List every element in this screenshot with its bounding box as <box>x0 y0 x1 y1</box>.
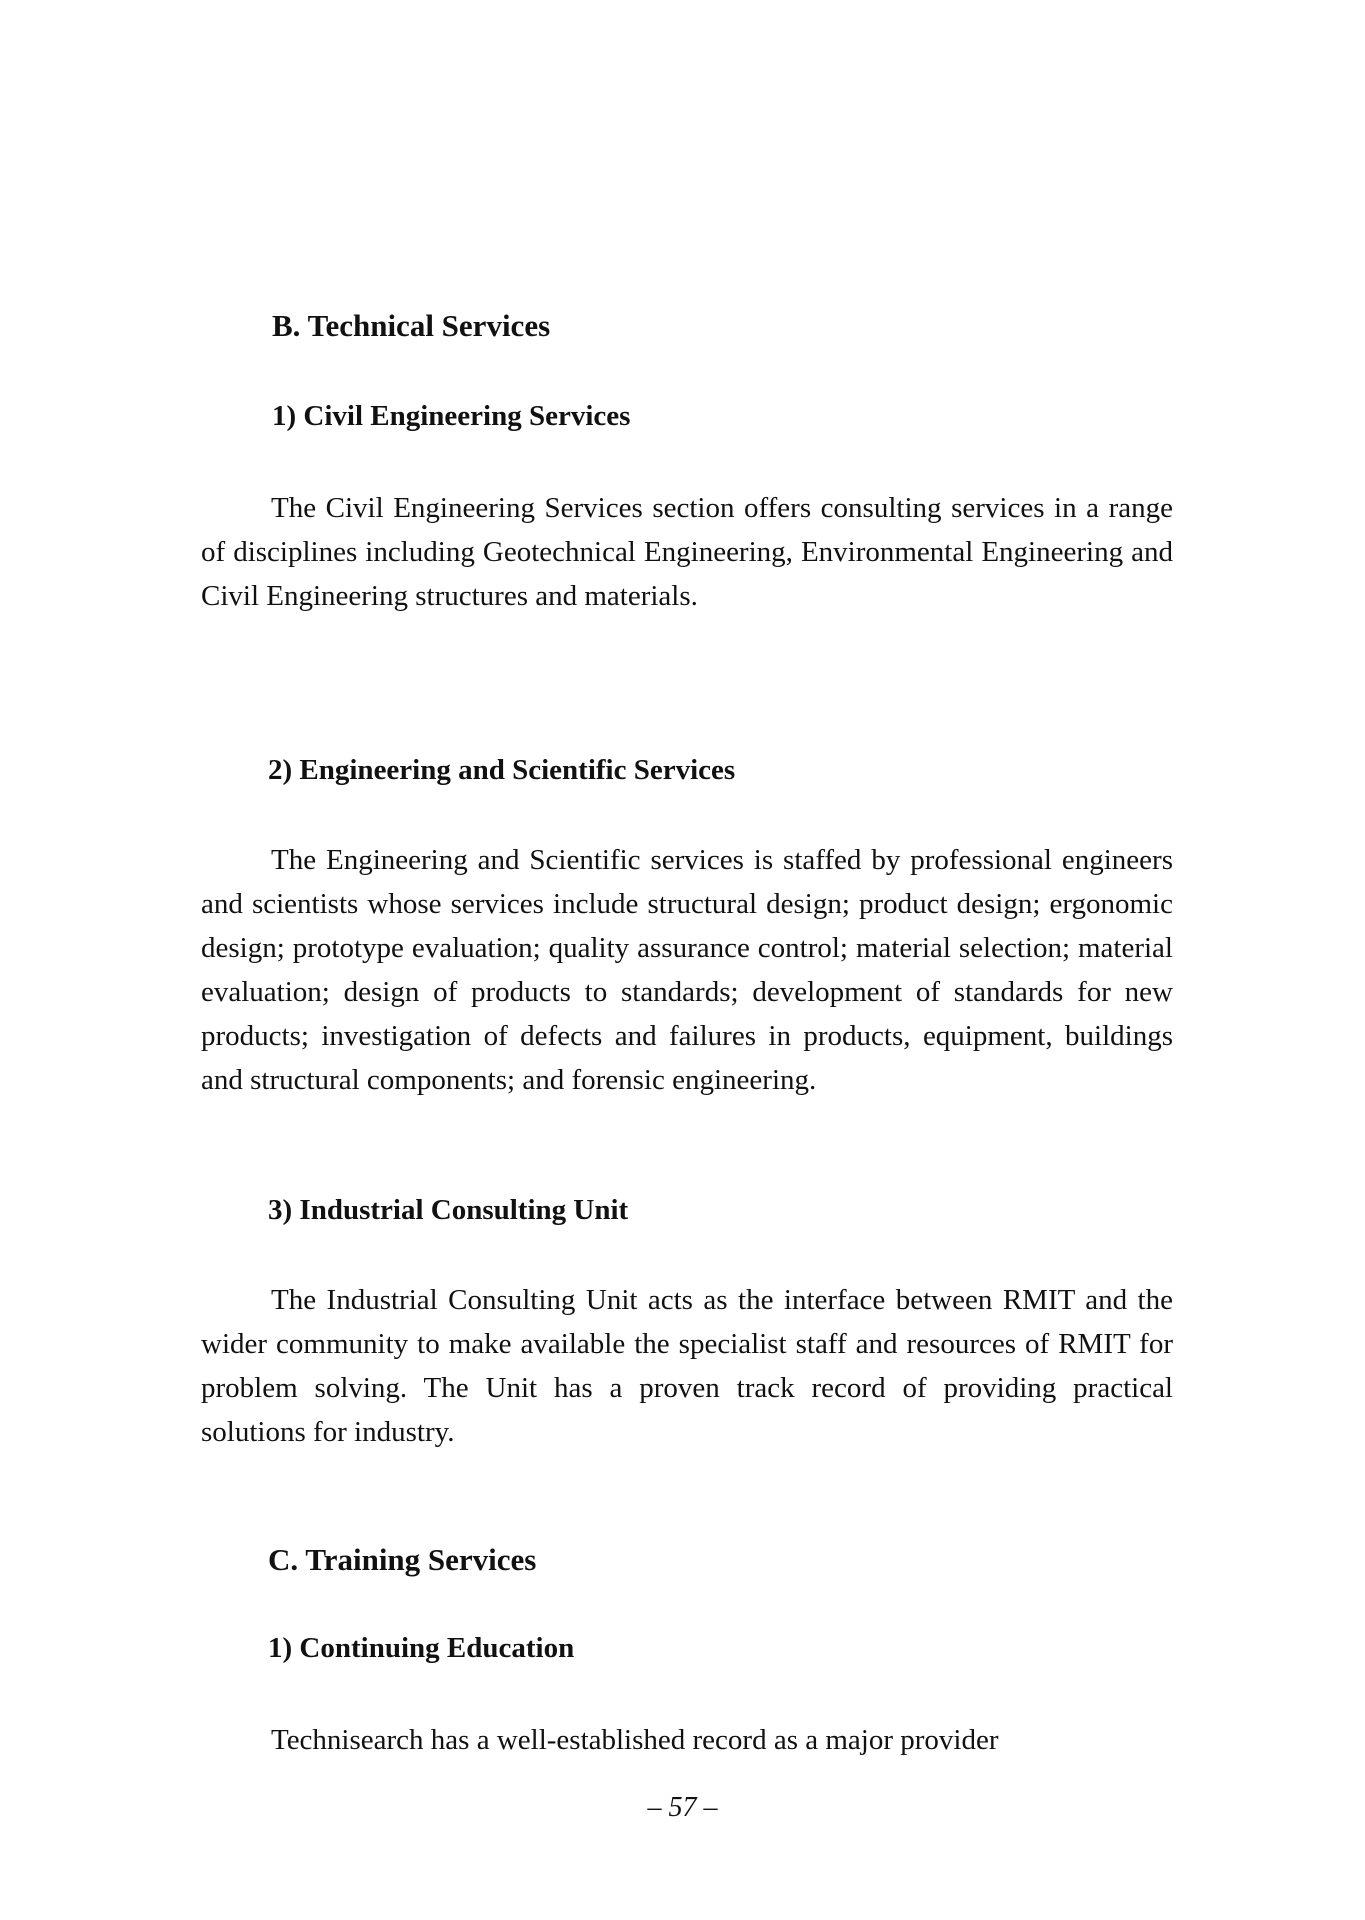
subheading-industrial-consulting-unit: 3) Industrial Consulting Unit <box>268 1194 629 1226</box>
paragraph-civil-engineering: The Civil Engineering Services section offers consulting services in a range of disciplines including Geotechnical Engineering, Environmental Engineering and Civil Engineering structures and materials. <box>201 492 1173 612</box>
section-heading-technical-services: B. Technical Services <box>272 308 551 343</box>
subheading-civil-engineering-services: 1) Civil Engineering Services <box>272 400 631 432</box>
subheading-continuing-education: 1) Continuing Education <box>268 1632 575 1664</box>
page-number: – 57 – <box>647 1792 718 1823</box>
paragraph-engineering-scientific: The Engineering and Scientific services is staffed by professional engineers and scientists whose services include structural design; product design; ergonomic design; prototype evaluation; quality assurance control; material selection; material evaluation; design of products to standards; development of standards for new products; investigation of defects and failures in products, equipment, buildings and structural components; and forensic engineering. <box>201 844 1173 1096</box>
paragraph-industrial-consulting: The Industrial Consulting Unit acts as the interface between RMIT and the wider community to make available the specialist staff and resources of RMIT for problem solving. The Unit has a proven track record of providing practical solutions for industry. <box>201 1284 1173 1448</box>
paragraph-continuing-education: Technisearch has a well-established record as a major provider <box>271 1724 999 1756</box>
section-heading-training-services: C. Training Services <box>268 1542 537 1577</box>
subheading-engineering-scientific-services: 2) Engineering and Scientific Services <box>268 754 736 786</box>
